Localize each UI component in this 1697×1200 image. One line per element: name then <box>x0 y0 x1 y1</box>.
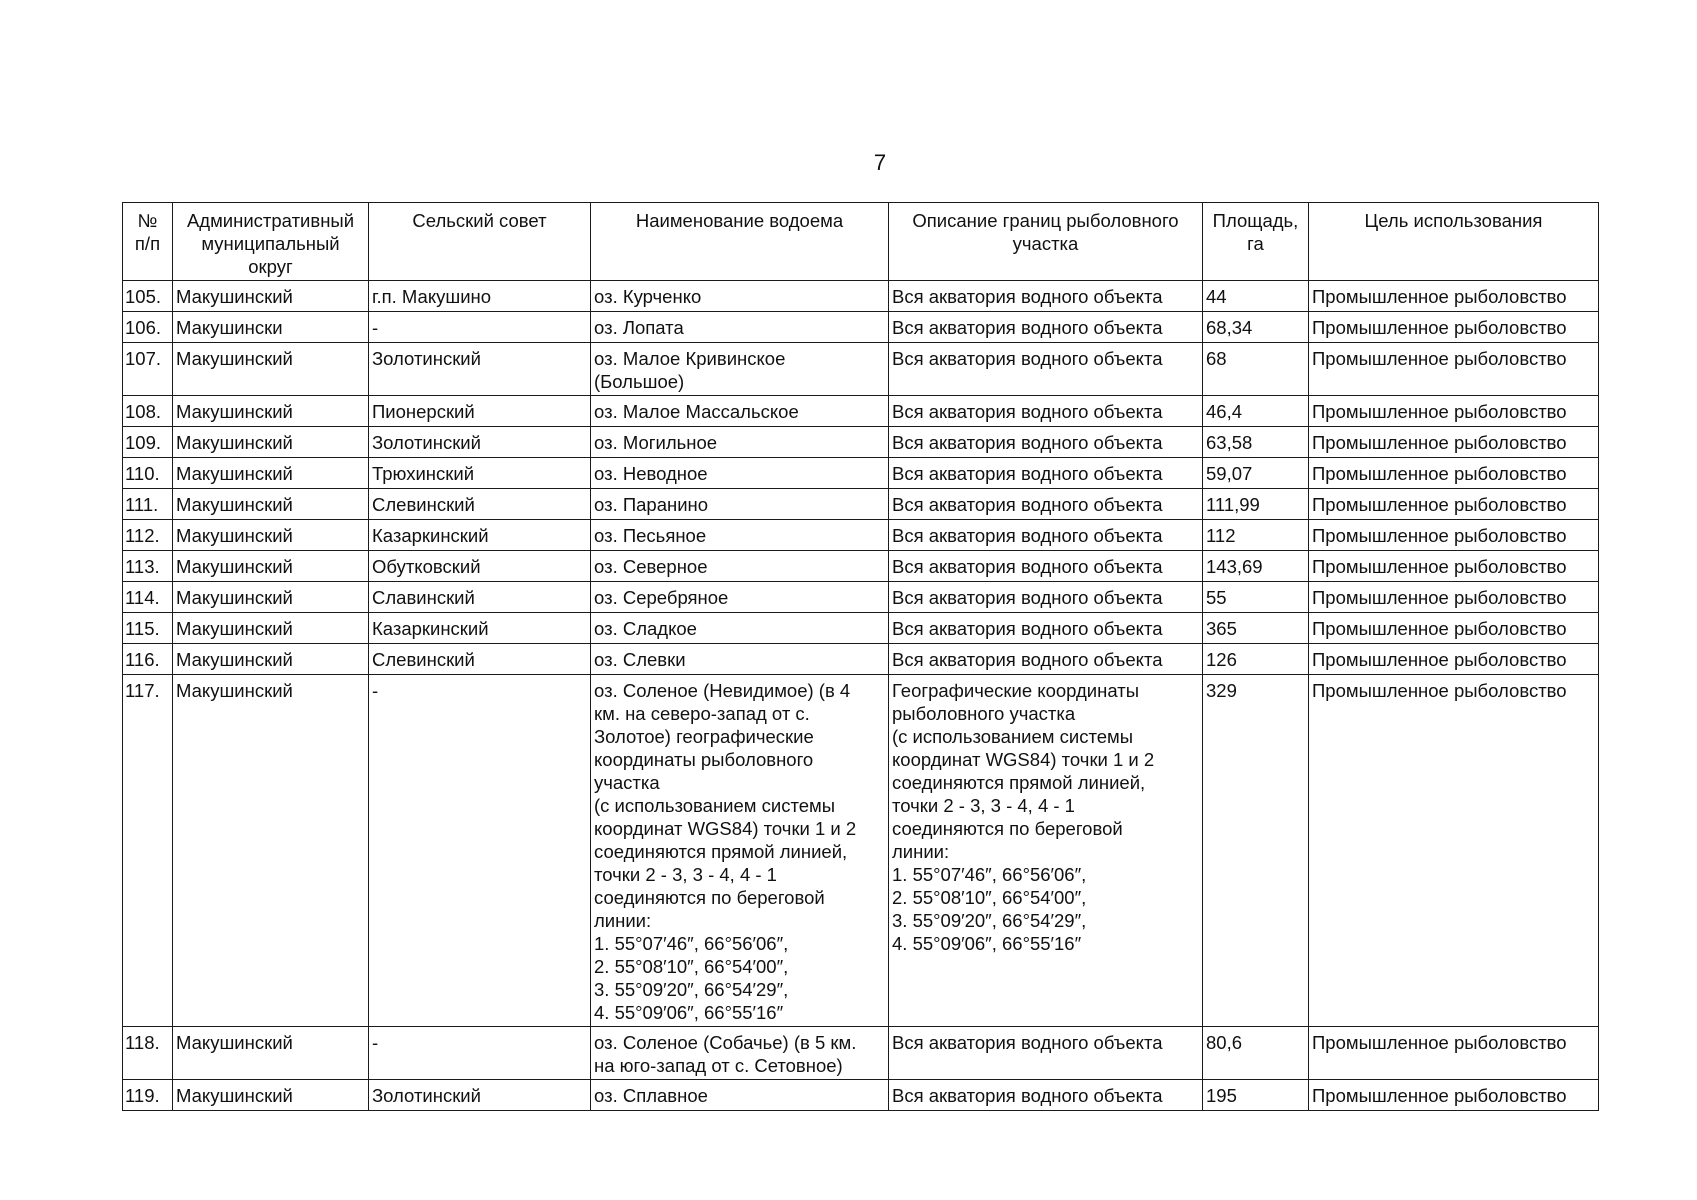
row-description: Вся акватория водного объекта <box>889 458 1203 489</box>
row-area: 63,58 <box>1203 427 1309 458</box>
row-number: 106. <box>123 312 173 343</box>
row-purpose: Промышленное рыболовство <box>1309 1027 1599 1080</box>
row-number: 117. <box>123 675 173 1027</box>
row-number: 107. <box>123 343 173 396</box>
row-okrug: Макушинский <box>173 1027 369 1080</box>
row-description: Вся акватория водного объекта <box>889 1080 1203 1111</box>
row-purpose: Промышленное рыболовство <box>1309 613 1599 644</box>
row-water-body: оз. Могильное <box>591 427 889 458</box>
row-water-body: оз. Серебряное <box>591 582 889 613</box>
table-row <box>123 427 1599 458</box>
table-row <box>123 1027 1599 1080</box>
row-area: 68,34 <box>1203 312 1309 343</box>
table-row <box>123 582 1599 613</box>
row-okrug: Макушинский <box>173 1080 369 1111</box>
row-sovet: Слевинский <box>369 489 591 520</box>
row-water-body: оз. Паранино <box>591 489 889 520</box>
header-area: Площадь, га <box>1203 203 1309 281</box>
row-sovet: Золотинский <box>369 1080 591 1111</box>
row-description: Вся акватория водного объекта <box>889 551 1203 582</box>
table-row <box>123 396 1599 427</box>
header-sovet: Сельский совет <box>369 203 591 281</box>
row-number: 108. <box>123 396 173 427</box>
row-description: Вся акватория водного объекта <box>889 312 1203 343</box>
table-header-row <box>123 203 1599 281</box>
row-okrug: Макушинский <box>173 644 369 675</box>
row-water-body: оз. Сплавное <box>591 1080 889 1111</box>
row-number: 119. <box>123 1080 173 1111</box>
row-description: Вся акватория водного объекта <box>889 427 1203 458</box>
row-area: 112 <box>1203 520 1309 551</box>
row-water-body: оз. Северное <box>591 551 889 582</box>
row-area: 111,99 <box>1203 489 1309 520</box>
row-description: Вся акватория водного объекта <box>889 520 1203 551</box>
table-row <box>123 613 1599 644</box>
header-water-body: Наименование водоема <box>591 203 889 281</box>
row-purpose: Промышленное рыболовство <box>1309 312 1599 343</box>
header-okrug: Административный муниципальный округ <box>173 203 369 281</box>
row-sovet: Золотинский <box>369 427 591 458</box>
row-purpose: Промышленное рыболовство <box>1309 551 1599 582</box>
row-number: 111. <box>123 489 173 520</box>
row-area: 55 <box>1203 582 1309 613</box>
row-water-body: оз. Соленое (Собачье) (в 5 км. на юго-запад от с. Сетовное) <box>591 1027 889 1080</box>
header-boundary-description: Описание границ рыболовного участка <box>889 203 1203 281</box>
row-area: 44 <box>1203 281 1309 312</box>
row-sovet: - <box>369 312 591 343</box>
table-row <box>123 520 1599 551</box>
row-description: Вся акватория водного объекта <box>889 613 1203 644</box>
row-sovet: Обутковский <box>369 551 591 582</box>
row-sovet: - <box>369 1027 591 1080</box>
row-area: 329 <box>1203 675 1309 1027</box>
row-area: 59,07 <box>1203 458 1309 489</box>
row-sovet: Пионерский <box>369 396 591 427</box>
row-okrug: Макушинский <box>173 613 369 644</box>
row-purpose: Промышленное рыболовство <box>1309 458 1599 489</box>
row-water-body: оз. Курченко <box>591 281 889 312</box>
row-purpose: Промышленное рыболовство <box>1309 644 1599 675</box>
row-water-body: оз. Лопата <box>591 312 889 343</box>
header-purpose: Цель использования <box>1309 203 1599 281</box>
row-water-body: оз. Слевки <box>591 644 889 675</box>
row-number: 113. <box>123 551 173 582</box>
table-row <box>123 343 1599 396</box>
row-area: 143,69 <box>1203 551 1309 582</box>
table-row <box>123 312 1599 343</box>
row-area: 68 <box>1203 343 1309 396</box>
row-water-body: оз. Сладкое <box>591 613 889 644</box>
row-okrug: Макушинский <box>173 520 369 551</box>
row-area: 80,6 <box>1203 1027 1309 1080</box>
table-row <box>123 1080 1599 1111</box>
row-sovet: Трюхинский <box>369 458 591 489</box>
row-purpose: Промышленное рыболовство <box>1309 396 1599 427</box>
row-okrug: Макушинский <box>173 343 369 396</box>
row-number: 118. <box>123 1027 173 1080</box>
row-okrug: Макушинский <box>173 427 369 458</box>
row-okrug: Макушинский <box>173 675 369 1027</box>
row-water-body: оз. Малое Массальское <box>591 396 889 427</box>
row-area: 365 <box>1203 613 1309 644</box>
row-purpose: Промышленное рыболовство <box>1309 520 1599 551</box>
row-sovet: Слевинский <box>369 644 591 675</box>
row-purpose: Промышленное рыболовство <box>1309 427 1599 458</box>
row-description: Вся акватория водного объекта <box>889 396 1203 427</box>
table-row <box>123 551 1599 582</box>
row-purpose: Промышленное рыболовство <box>1309 343 1599 396</box>
row-sovet: Казаркинский <box>369 613 591 644</box>
row-okrug: Макушинский <box>173 551 369 582</box>
table-row <box>123 489 1599 520</box>
row-water-body: оз. Песьяное <box>591 520 889 551</box>
row-area: 195 <box>1203 1080 1309 1111</box>
row-purpose: Промышленное рыболовство <box>1309 582 1599 613</box>
row-purpose: Промышленное рыболовство <box>1309 489 1599 520</box>
row-area: 126 <box>1203 644 1309 675</box>
row-area: 46,4 <box>1203 396 1309 427</box>
row-okrug: Макушинский <box>173 396 369 427</box>
row-number: 112. <box>123 520 173 551</box>
row-purpose: Промышленное рыболовство <box>1309 1080 1599 1111</box>
table-row <box>123 458 1599 489</box>
row-number: 114. <box>123 582 173 613</box>
table-row <box>123 675 1599 1027</box>
row-number: 110. <box>123 458 173 489</box>
fishing-areas-table <box>122 202 1599 1111</box>
row-okrug: Макушински <box>173 312 369 343</box>
row-description: Вся акватория водного объекта <box>889 489 1203 520</box>
row-purpose: Промышленное рыболовство <box>1309 675 1599 1027</box>
table-row <box>123 644 1599 675</box>
row-purpose: Промышленное рыболовство <box>1309 281 1599 312</box>
row-description: Вся акватория водного объекта <box>889 1027 1203 1080</box>
row-number: 116. <box>123 644 173 675</box>
row-water-body: оз. Малое Кривинское (Большое) <box>591 343 889 396</box>
row-okrug: Макушинский <box>173 281 369 312</box>
row-sovet: г.п. Макушино <box>369 281 591 312</box>
row-number: 109. <box>123 427 173 458</box>
row-number: 115. <box>123 613 173 644</box>
row-okrug: Макушинский <box>173 489 369 520</box>
table-row <box>123 281 1599 312</box>
row-description: Вся акватория водного объекта <box>889 582 1203 613</box>
row-description: Географические координаты рыболовного участка (с использованием системы координат WGS84) точки 1 и 2 соединяются прямой линией, точки 2 - 3, 3 - 4, 4 - 1 соединяются по береговой линии: 1. 55°07′46″, 66°56′06″, 2. 55°08′10″, 66°54′00″, 3. 55°09′20″, 66°54′29″, 4. 55°09′06″, 66°55′16″ <box>889 675 1203 1027</box>
row-okrug: Макушинский <box>173 458 369 489</box>
row-number: 105. <box>123 281 173 312</box>
row-water-body: оз. Неводное <box>591 458 889 489</box>
row-okrug: Макушинский <box>173 582 369 613</box>
row-sovet: - <box>369 675 591 1027</box>
header-number: № п/п <box>123 203 173 281</box>
row-description: Вся акватория водного объекта <box>889 281 1203 312</box>
row-sovet: Славинский <box>369 582 591 613</box>
page-number: 7 <box>873 150 887 175</box>
row-sovet: Золотинский <box>369 343 591 396</box>
row-sovet: Казаркинский <box>369 520 591 551</box>
row-description: Вся акватория водного объекта <box>889 343 1203 396</box>
row-description: Вся акватория водного объекта <box>889 644 1203 675</box>
row-water-body: оз. Соленое (Невидимое) (в 4 км. на северо-запад от с. Золотое) географические координаты рыболовного участка (с использованием системы координат WGS84) точки 1 и 2 соединяются прямой линией, точки 2 - 3, 3 - 4, 4 - 1 соединяются по береговой линии: 1. 55°07′46″, 66°56′06″, 2. 55°08′10″, 66°54′00″, 3. 55°09′20″, 66°54′29″, 4. 55°09′06″, 66°55′16″ <box>591 675 889 1027</box>
